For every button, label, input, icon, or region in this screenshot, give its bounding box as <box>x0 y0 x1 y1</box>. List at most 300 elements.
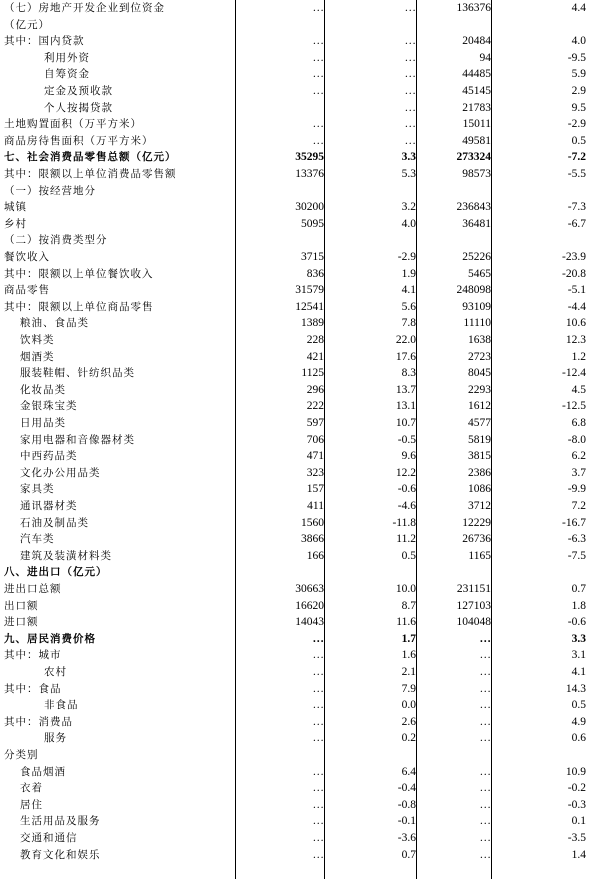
row-label: 定金及预收款 <box>44 85 113 97</box>
cell-col-1: … <box>312 35 324 48</box>
cell-col-3: 2293 <box>468 383 491 396</box>
cell-col-4: -5.5 <box>567 168 586 180</box>
cell-col-4: -6.7 <box>567 217 586 230</box>
table-row <box>0 614 599 631</box>
row-label: 生活用品及服务 <box>20 815 101 828</box>
cell-col-1: … <box>312 848 324 861</box>
cell-col-4: -12.5 <box>562 400 586 413</box>
table-row <box>0 382 599 399</box>
row-label: 文化办公用品类 <box>20 466 101 479</box>
cell-col-4: 12.3 <box>565 334 586 346</box>
cell-col-2: -0.8 <box>397 798 416 811</box>
cell-col-4 <box>492 747 586 764</box>
table-row <box>0 365 599 382</box>
cell-col-3: 8045 <box>468 367 491 380</box>
table-row <box>0 531 599 548</box>
cell-col-4: -16.7 <box>562 516 586 529</box>
cell-col-4: 2.9 <box>571 85 586 97</box>
cell-col-4: -0.3 <box>567 798 586 811</box>
table-row <box>0 448 599 465</box>
table-row <box>0 847 599 864</box>
table-row <box>0 116 599 133</box>
table-row <box>0 764 599 781</box>
cell-col-1: 3866 <box>301 533 324 546</box>
cell-col-2: … <box>404 101 416 114</box>
row-label: 日用品类 <box>20 417 66 429</box>
row-label: 建筑及装潢材料类 <box>20 549 112 562</box>
row-label: 商品房待售面积（万平方米） <box>4 134 154 147</box>
cell-col-2: 7.9 <box>401 682 416 695</box>
cell-col-3: 273324 <box>456 151 491 164</box>
cell-col-3: 248098 <box>456 284 491 297</box>
table-row <box>0 398 599 415</box>
cell-col-2: 1.7 <box>401 632 416 645</box>
table-row <box>0 830 599 847</box>
cell-col-4: -7.2 <box>567 151 586 164</box>
cell-col-4: -2.9 <box>567 118 586 131</box>
cell-col-3: 2723 <box>468 350 491 363</box>
cell-col-2: … <box>404 35 416 48</box>
cell-col-3 <box>417 747 491 764</box>
cell-col-2: 10.7 <box>395 417 416 429</box>
table-row <box>0 498 599 515</box>
row-label: （二）按消费类型分 <box>4 234 108 247</box>
cell-col-2: 8.3 <box>401 367 416 380</box>
cell-col-4: -23.9 <box>562 251 586 263</box>
cell-col-1: 5095 <box>301 217 324 230</box>
row-label: 农村 <box>44 666 67 678</box>
table-row <box>0 415 599 432</box>
cell-col-3: 1638 <box>468 334 491 346</box>
cell-col-1: 296 <box>306 383 324 396</box>
cell-col-3: 236843 <box>456 201 491 214</box>
cell-col-1: 30200 <box>295 201 324 214</box>
table-row <box>0 631 599 648</box>
cell-col-2 <box>325 232 416 249</box>
cell-col-4: 6.2 <box>571 450 586 463</box>
row-label: 进口额 <box>4 616 39 629</box>
cell-col-4: 0.5 <box>571 134 586 147</box>
cell-col-3: … <box>479 848 491 861</box>
cell-col-2: 3.3 <box>401 151 416 164</box>
row-label: 服务 <box>44 732 67 745</box>
cell-col-3: 49581 <box>462 134 491 147</box>
cell-col-1: 30663 <box>295 583 324 595</box>
cell-col-2 <box>325 17 416 34</box>
cell-col-3: … <box>479 666 491 678</box>
cell-col-3: 104048 <box>456 616 491 629</box>
row-label: 其中：国内贷款 <box>4 35 85 48</box>
cell-col-2: -2.9 <box>397 251 416 263</box>
row-label: 八、进出口（亿元） <box>4 566 108 579</box>
cell-col-3: 2386 <box>468 466 491 479</box>
cell-col-4: -20.8 <box>562 267 586 280</box>
table-row <box>0 598 599 615</box>
cell-col-2 <box>325 564 416 581</box>
cell-col-4: 4.5 <box>571 383 586 396</box>
cell-col-1: … <box>312 732 324 745</box>
cell-col-1: 31579 <box>295 284 324 297</box>
cell-col-1: 597 <box>306 417 324 429</box>
table-row <box>0 647 599 664</box>
cell-col-4: 10.9 <box>565 765 586 778</box>
cell-col-1: 411 <box>307 500 324 512</box>
cell-col-2: 6.4 <box>401 765 416 778</box>
cell-col-1 <box>236 564 324 581</box>
row-label: 粮油、食品类 <box>20 317 89 330</box>
cell-col-4: -8.0 <box>567 433 586 446</box>
cell-col-3: … <box>479 815 491 828</box>
cell-col-4: 14.3 <box>565 682 586 695</box>
cell-col-1: 421 <box>306 350 324 363</box>
cell-col-1: 157 <box>306 483 324 496</box>
row-label: 家用电器和音像器材类 <box>20 433 135 446</box>
cell-col-2: 8.7 <box>401 599 416 612</box>
cell-col-1: … <box>312 134 324 147</box>
cell-col-2: 17.6 <box>395 350 416 363</box>
row-label: 交通和通信 <box>20 832 78 844</box>
table-row <box>0 797 599 814</box>
cell-col-1: … <box>312 815 324 828</box>
cell-col-2: 22.0 <box>395 334 416 346</box>
row-label: 出口额 <box>4 599 39 612</box>
cell-col-2: -0.4 <box>397 782 416 795</box>
cell-col-3: … <box>479 632 491 645</box>
table-row <box>0 332 599 349</box>
row-label: 其中：限额以上单位消费品零售额 <box>4 168 177 180</box>
table-row <box>0 50 599 67</box>
cell-col-3 <box>417 17 491 34</box>
row-label: 利用外资 <box>44 51 90 64</box>
cell-col-3: … <box>479 715 491 728</box>
cell-col-2: 11.2 <box>396 533 416 546</box>
cell-col-2: 9.6 <box>401 450 416 463</box>
cell-col-4: 1.2 <box>571 350 586 363</box>
cell-col-2: -3.6 <box>397 832 416 844</box>
table-row <box>0 747 599 764</box>
cell-col-3: 3815 <box>468 450 491 463</box>
row-label: 其中：食品 <box>4 682 62 695</box>
cell-col-1: 166 <box>306 549 324 562</box>
table-row <box>0 282 599 299</box>
table-row <box>0 133 599 150</box>
cell-col-4: 0.6 <box>571 732 586 745</box>
cell-col-1: … <box>312 666 324 678</box>
cell-col-1 <box>236 100 324 117</box>
cell-col-1: 16620 <box>295 599 324 612</box>
table-row <box>0 465 599 482</box>
cell-col-2: 12.2 <box>395 466 416 479</box>
cell-col-2: 2.6 <box>401 715 416 728</box>
table-row <box>0 83 599 100</box>
cell-col-3: … <box>479 732 491 745</box>
cell-col-2: 5.3 <box>401 168 416 180</box>
cell-col-1: … <box>312 682 324 695</box>
row-label: 饮料类 <box>20 334 55 346</box>
table-row <box>0 813 599 830</box>
cell-col-2: … <box>404 134 416 147</box>
cell-col-1: 471 <box>306 450 324 463</box>
cell-col-4: 3.1 <box>571 649 586 662</box>
cell-col-2 <box>325 747 416 764</box>
row-label: 进出口总额 <box>4 583 62 595</box>
table-row <box>0 216 599 233</box>
cell-col-1: 222 <box>306 400 324 413</box>
cell-col-2: 11.6 <box>396 616 416 629</box>
cell-col-2: 13.1 <box>395 400 416 413</box>
cell-col-4 <box>492 183 586 200</box>
cell-col-2: -0.1 <box>397 815 416 828</box>
cell-col-1: … <box>312 649 324 662</box>
table-row <box>0 315 599 332</box>
cell-col-2: 5.6 <box>401 300 416 313</box>
cell-col-4: 1.8 <box>571 599 586 612</box>
row-label: 城镇 <box>4 201 27 214</box>
cell-col-1: … <box>312 765 324 778</box>
row-label: 教育文化和娱乐 <box>20 848 101 861</box>
cell-col-2: -0.6 <box>397 483 416 496</box>
row-label: 通讯器材类 <box>20 500 78 512</box>
row-label: 个人按揭贷款 <box>44 101 113 114</box>
table-row <box>0 481 599 498</box>
cell-col-2: … <box>404 51 416 64</box>
row-label: 其中：限额以上单位餐饮收入 <box>4 267 154 280</box>
row-label: 其中：消费品 <box>4 715 73 728</box>
table-row <box>0 266 599 283</box>
table-row <box>0 681 599 698</box>
cell-col-2 <box>325 183 416 200</box>
table-row <box>0 0 599 17</box>
row-label: 金银珠宝类 <box>20 400 78 413</box>
cell-col-4: 5.9 <box>571 68 586 81</box>
cell-col-4: 0.1 <box>571 815 586 828</box>
cell-col-2: … <box>404 118 416 131</box>
cell-col-3: … <box>479 782 491 795</box>
cell-col-3 <box>417 564 491 581</box>
row-label: 非食品 <box>44 699 79 712</box>
row-label: 居住 <box>20 798 43 811</box>
cell-col-1: 1125 <box>301 367 324 380</box>
table-row <box>0 664 599 681</box>
cell-col-4: 4.1 <box>571 666 586 678</box>
cell-col-1: … <box>312 85 324 97</box>
cell-col-3: 93109 <box>462 300 491 313</box>
row-label: 其中：城市 <box>4 649 62 662</box>
cell-col-1: 836 <box>306 267 324 280</box>
table-row <box>0 730 599 747</box>
table-row <box>0 199 599 216</box>
cell-col-4: -9.5 <box>567 51 586 64</box>
table-row <box>0 349 599 366</box>
cell-col-3: 36481 <box>462 217 491 230</box>
cell-col-2: 2.1 <box>401 666 416 678</box>
table-row <box>0 581 599 598</box>
cell-col-2: 1.9 <box>401 267 416 280</box>
cell-col-3: … <box>479 699 491 712</box>
table-row <box>0 299 599 316</box>
cell-col-1: … <box>312 68 324 81</box>
cell-col-1: … <box>312 699 324 712</box>
cell-col-3: 1612 <box>468 400 491 413</box>
cell-col-4: -9.9 <box>567 483 586 496</box>
row-label: 土地购置面积（万平方米） <box>4 118 142 131</box>
cell-col-3: 15011 <box>462 118 491 131</box>
table-row <box>0 432 599 449</box>
cell-col-3: 136376 <box>456 2 491 14</box>
cell-col-4 <box>492 17 586 34</box>
cell-col-1 <box>236 232 324 249</box>
table-row <box>0 149 599 166</box>
cell-col-3: 26736 <box>462 533 491 546</box>
cell-col-2: -11.8 <box>392 516 416 529</box>
table-row <box>0 66 599 83</box>
cell-col-3: 25226 <box>462 251 491 263</box>
cell-col-3: … <box>479 682 491 695</box>
row-label: 食品烟酒 <box>20 765 66 778</box>
cell-col-4: 0.7 <box>571 583 586 595</box>
row-label: 服装鞋帽、针纺织品类 <box>20 367 135 380</box>
cell-col-2: 0.5 <box>401 549 416 562</box>
cell-col-1 <box>236 183 324 200</box>
table-row <box>0 17 599 34</box>
cell-col-1: 706 <box>306 433 324 446</box>
cell-col-1: … <box>312 632 324 645</box>
cell-col-2: 0.0 <box>401 699 416 712</box>
cell-col-1: 14043 <box>295 616 324 629</box>
cell-col-4: 0.5 <box>571 699 586 712</box>
cell-col-2: -4.6 <box>397 500 416 512</box>
cell-col-1: … <box>312 782 324 795</box>
cell-col-1: … <box>312 832 324 844</box>
cell-col-2: … <box>404 85 416 97</box>
cell-col-1: … <box>312 798 324 811</box>
cell-col-2: 7.8 <box>401 317 416 330</box>
row-label: （七）房地产开发企业到位资金 <box>4 2 165 14</box>
cell-col-3: … <box>479 798 491 811</box>
row-label: 烟酒类 <box>20 350 55 363</box>
row-label: （亿元） <box>4 18 50 31</box>
cell-col-2: 10.0 <box>395 583 416 595</box>
cell-col-1: 1389 <box>301 317 324 330</box>
cell-col-2: -0.5 <box>397 433 416 446</box>
cell-col-4: -5.1 <box>567 284 586 297</box>
cell-col-1: 12541 <box>295 300 324 313</box>
cell-col-4: 3.3 <box>571 632 586 645</box>
row-label: 餐饮收入 <box>4 251 50 263</box>
cell-col-4 <box>492 564 586 581</box>
table-row <box>0 564 599 581</box>
cell-col-1 <box>236 747 324 764</box>
cell-col-1: 13376 <box>295 168 324 180</box>
cell-col-4: 10.6 <box>565 317 586 330</box>
row-label: 乡村 <box>4 217 27 230</box>
row-label: （一）按经营地分 <box>4 184 96 197</box>
table-row <box>0 548 599 565</box>
cell-col-4: -0.2 <box>567 782 586 795</box>
cell-col-3: 20484 <box>462 35 491 48</box>
cell-col-2: 0.7 <box>401 848 416 861</box>
cell-col-4: -7.5 <box>567 549 586 562</box>
table-row <box>0 100 599 117</box>
cell-col-1: … <box>312 715 324 728</box>
cell-col-3: … <box>479 832 491 844</box>
cell-col-3: 127103 <box>456 599 491 612</box>
cell-col-3: … <box>479 649 491 662</box>
cell-col-3 <box>417 183 491 200</box>
table-row <box>0 166 599 183</box>
cell-col-4: 4.4 <box>571 2 586 14</box>
cell-col-3: 231151 <box>456 583 491 595</box>
row-label: 衣着 <box>20 782 43 795</box>
row-label: 家具类 <box>20 483 55 496</box>
cell-col-4: -7.3 <box>567 201 586 214</box>
cell-col-1: … <box>312 2 324 14</box>
cell-col-3: 5819 <box>468 433 491 446</box>
cell-col-4: 6.8 <box>571 417 586 429</box>
cell-col-3: … <box>479 765 491 778</box>
row-label: 其中：限额以上单位商品零售 <box>4 300 154 313</box>
cell-col-3: 11110 <box>463 317 491 330</box>
cell-col-1: 228 <box>306 334 324 346</box>
row-label: 中西药品类 <box>20 450 78 463</box>
cell-col-2: 0.2 <box>401 732 416 745</box>
table-row <box>0 33 599 50</box>
cell-col-3: 1165 <box>468 549 491 562</box>
cell-col-2: 1.6 <box>401 649 416 662</box>
table-row <box>0 697 599 714</box>
cell-col-2: … <box>404 68 416 81</box>
cell-col-1: 1560 <box>301 516 324 529</box>
cell-col-3: 1086 <box>468 483 491 496</box>
cell-col-1: 35295 <box>295 151 324 164</box>
cell-col-2: 3.2 <box>401 201 416 214</box>
cell-col-3: 98573 <box>462 168 491 180</box>
cell-col-1: 323 <box>306 466 324 479</box>
row-label: 汽车类 <box>20 533 55 546</box>
table-row <box>0 714 599 731</box>
cell-col-2: 4.0 <box>401 217 416 230</box>
cell-col-2: 4.1 <box>401 284 416 297</box>
row-label: 石油及制品类 <box>20 516 89 529</box>
cell-col-3: 12229 <box>462 516 491 529</box>
cell-col-1: … <box>312 118 324 131</box>
cell-col-4: 1.4 <box>571 848 586 861</box>
cell-col-4: 7.2 <box>571 500 586 512</box>
cell-col-4: 4.0 <box>571 35 586 48</box>
row-label: 化妆品类 <box>20 383 66 396</box>
cell-col-1: … <box>312 51 324 64</box>
row-label: 九、居民消费价格 <box>4 632 96 645</box>
cell-col-3: 94 <box>479 51 491 64</box>
row-label: 自筹资金 <box>44 68 90 81</box>
cell-col-3: 21783 <box>462 101 491 114</box>
cell-col-4: 3.7 <box>571 466 586 479</box>
table-row <box>0 183 599 200</box>
cell-col-1 <box>236 17 324 34</box>
table-row <box>0 780 599 797</box>
cell-col-4: -0.6 <box>567 616 586 629</box>
cell-col-3: 4577 <box>468 417 491 429</box>
cell-col-2: … <box>404 2 416 14</box>
cell-col-3: 3712 <box>468 500 491 512</box>
cell-col-4: 4.9 <box>571 715 586 728</box>
cell-col-4: -6.3 <box>567 533 586 546</box>
row-label: 商品零售 <box>4 284 50 297</box>
row-label: 七、社会消费品零售总额（亿元） <box>4 151 177 164</box>
cell-col-1: 3715 <box>301 251 324 263</box>
cell-col-3: 5465 <box>468 267 491 280</box>
table-row <box>0 249 599 266</box>
